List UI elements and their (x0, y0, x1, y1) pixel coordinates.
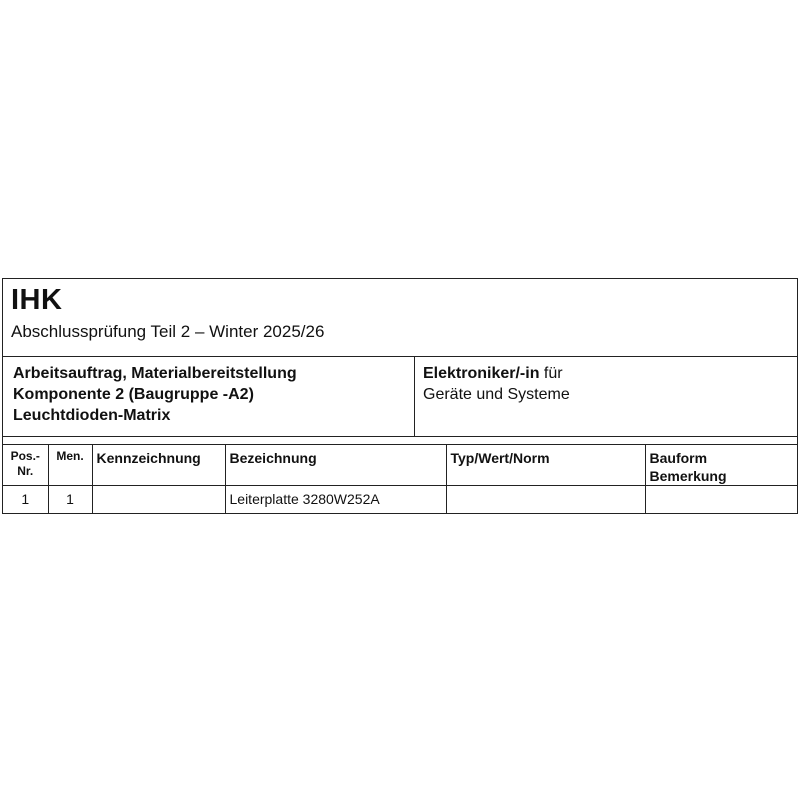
col-header-men: Men. (48, 445, 92, 486)
cell-pos: 1 (3, 486, 48, 514)
cell-men: 1 (48, 486, 92, 514)
info-section (3, 357, 797, 437)
cell-typ (446, 486, 645, 514)
profession-title: Elektroniker/-in (423, 365, 540, 382)
task-line-3: Leuchtdioden-Matrix (13, 407, 171, 424)
col-header-pos-line2: Nr. (17, 464, 34, 478)
task-line-1: Arbeitsauftrag, Materialbereitstellung (13, 365, 297, 382)
cell-bezeichnung: Leiterplatte 3280W252A (225, 486, 446, 514)
section-spacer (3, 437, 797, 445)
col-header-typ: Typ/Wert/Norm (446, 445, 645, 486)
col-header-bauform (645, 445, 797, 486)
col-header-bezeichnung: Bezeichnung (225, 445, 446, 486)
parts-list-form (2, 278, 798, 514)
col-header-pos-line1: Pos.- (10, 449, 40, 463)
cell-kennzeichnung (92, 486, 225, 514)
col-header-pos (3, 445, 48, 486)
task-line-2: Komponente 2 (Baugruppe -A2) (13, 386, 254, 403)
parts-table (3, 445, 797, 514)
form-header (3, 279, 797, 357)
profession-line-2: Geräte und Systeme (423, 386, 570, 403)
exam-title: Abschlussprüfung Teil 2 – Winter 2025/26 (11, 322, 325, 341)
table-header-row (3, 445, 797, 486)
col-header-kennzeichnung: Kennzeichnung (92, 445, 225, 486)
task-description (3, 357, 415, 436)
col-header-bauform-line1: Bauform (649, 450, 708, 466)
table-row (3, 486, 797, 514)
profession-description (415, 357, 797, 436)
col-header-bauform-line2: Bemerkung (649, 468, 727, 484)
cell-bauform (645, 486, 797, 514)
profession-line-1 (423, 363, 789, 384)
ihk-logo: IHK (11, 284, 63, 316)
profession-title-suffix: für (539, 365, 563, 382)
